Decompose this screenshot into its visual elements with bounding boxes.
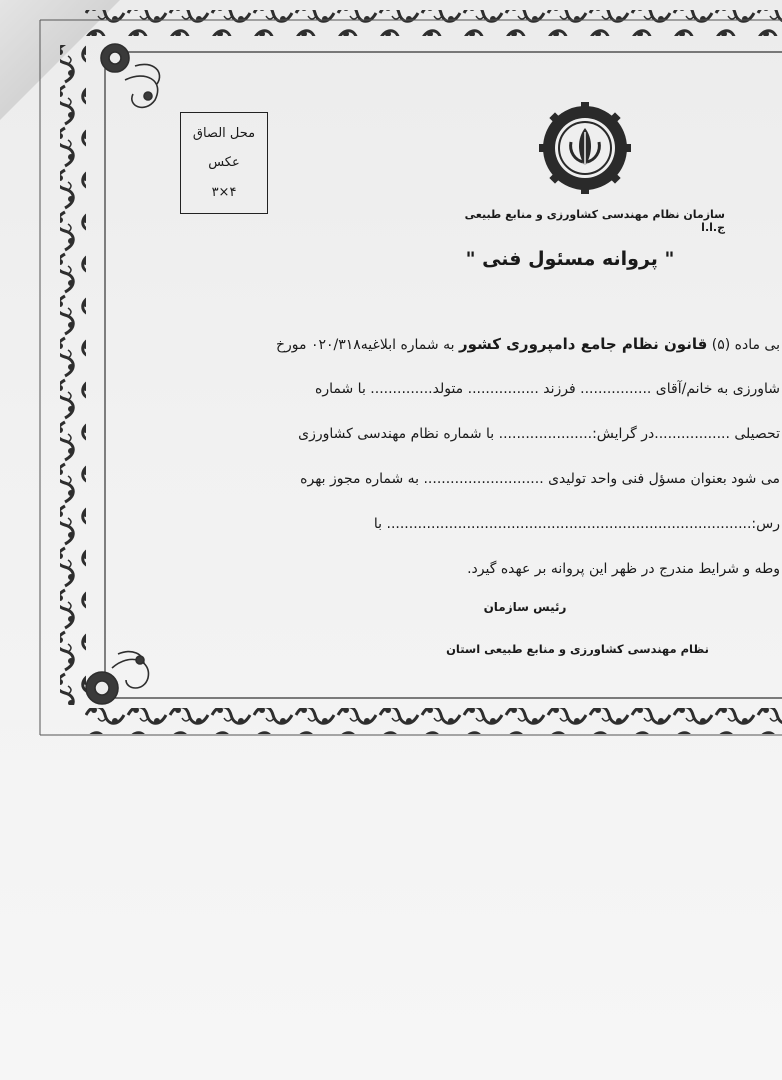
photo-box-label-2: عکس bbox=[208, 155, 240, 171]
signatory-unit: نظام مهندسی کشاورزی و منابع طبیعی استان bbox=[446, 642, 709, 656]
license-body bbox=[130, 322, 780, 592]
corner-flourish-top-left bbox=[101, 44, 160, 107]
law-title: قانون نظام جامع دامپروری کشور bbox=[458, 335, 708, 353]
photo-box-size: ۳×۴ bbox=[211, 184, 237, 200]
corner-flourish-bottom-left bbox=[86, 652, 148, 704]
border-bottom-band bbox=[85, 708, 782, 734]
body-line-5: رس:.................................................................................. با bbox=[373, 516, 780, 532]
body-line-2: شاورزی به خانم/آقای ................ فرزند ................ متولد.............. با شماره bbox=[315, 381, 780, 397]
body-line-6: وطه و شرایط مندرج در ظهر این پروانه بر عهده گیرد. bbox=[467, 561, 780, 577]
body-line-3: تحصیلی .................در گرایش:..................... با شماره نظام مهندسی کشاورزی bbox=[298, 426, 780, 442]
body-line-1-suffix: به شماره ابلاغیه۰۲۰/۳۱۸ مورخ bbox=[275, 337, 459, 353]
photo-box-label-1: محل الصاق bbox=[192, 126, 256, 142]
signatory-role: رئیس سازمان bbox=[483, 600, 567, 614]
organization-emblem-icon bbox=[525, 100, 645, 195]
body-line-1-prefix: بی ماده (۵) bbox=[707, 337, 780, 353]
border-top-band bbox=[85, 10, 782, 36]
body-line-1 bbox=[130, 322, 780, 367]
document-title: " پروانه مسئول فنی " bbox=[465, 248, 675, 270]
organization-name: سازمان نظام مهندسی کشاورزی و منابع طبیعی ج.ا.ا bbox=[464, 208, 725, 234]
body-line-4: می شود بعنوان مسؤل فنی واحد تولیدی ........................... به شماره مجوز بهره bbox=[300, 471, 780, 487]
photo-placeholder-box bbox=[180, 112, 268, 214]
border-left-band bbox=[60, 45, 86, 705]
